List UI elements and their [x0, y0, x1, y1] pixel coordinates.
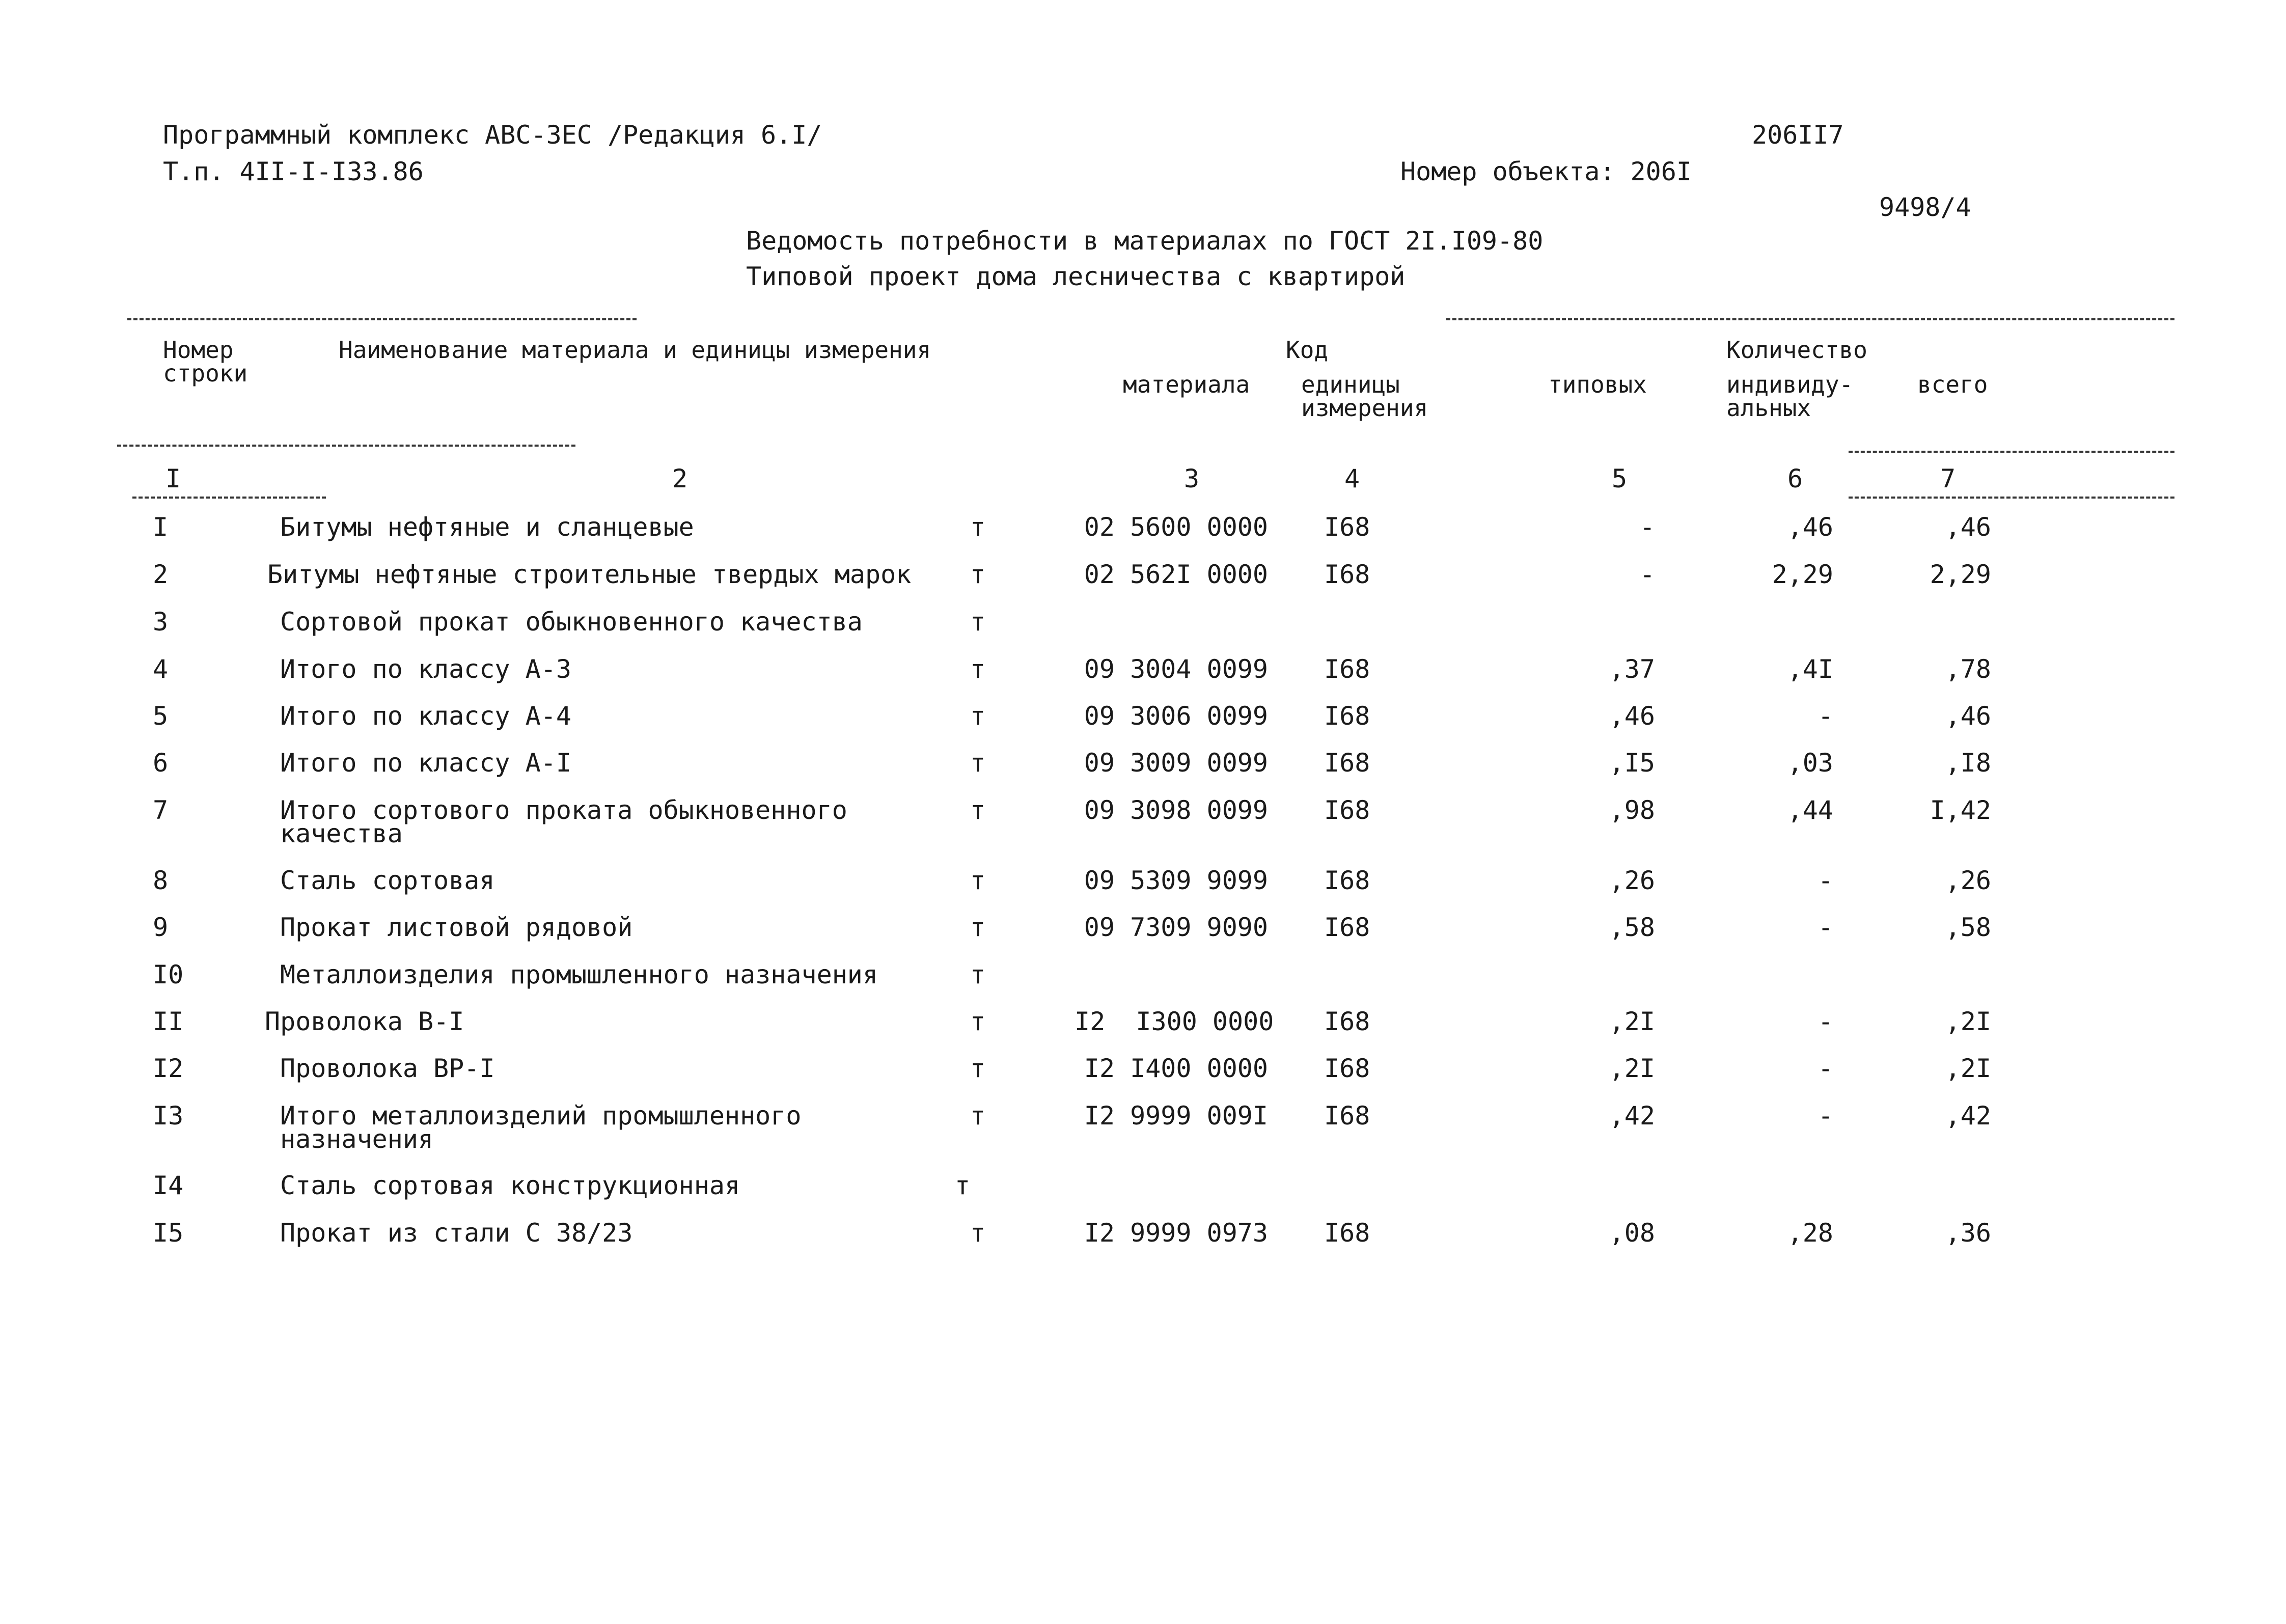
measure-unit: т [955, 1171, 971, 1200]
row-number: I2 [153, 1054, 184, 1083]
row-number: 7 [153, 795, 169, 825]
row-number: 9 [153, 913, 169, 942]
column-number-5: 5 [1612, 464, 1628, 493]
measure-unit: т [970, 748, 986, 778]
material-code: I2 I400 0000 [1084, 1054, 1268, 1083]
unit-code: I68 [1324, 866, 1370, 895]
row-number: I0 [153, 960, 184, 989]
measure-unit: т [970, 1218, 986, 1248]
individual-quantity: ,46 [1787, 512, 1833, 542]
individual-quantity: - [1817, 866, 1833, 895]
unit-code: I68 [1324, 1218, 1370, 1248]
row-number: II [153, 1007, 184, 1036]
column-number-7: 7 [1940, 464, 1956, 493]
material-name: Итого металлоизделий промышленного [280, 1101, 802, 1131]
material-name: Итого по классу А-I [280, 748, 571, 778]
row-number: 8 [153, 866, 169, 895]
total-quantity: ,46 [1945, 701, 1991, 731]
material-code: 09 7309 9090 [1084, 913, 1268, 942]
total-quantity: ,78 [1945, 654, 1991, 684]
measure-unit: т [970, 795, 986, 825]
column-number-3: 3 [1184, 464, 1200, 493]
material-name: Сталь сортовая конструкционная [280, 1171, 740, 1200]
object-number: Номер объекта: 206I [1400, 157, 1692, 186]
code-group-header: Код [1286, 336, 1329, 364]
measure-unit: т [970, 913, 986, 942]
material-name: Итого сортового проката обыкновенного [280, 795, 847, 825]
column-number-4: 4 [1344, 464, 1360, 493]
typical-quantity: ,37 [1609, 654, 1655, 684]
sheet-number: 9498/4 [1879, 192, 1971, 222]
column-number-1: I [166, 464, 181, 493]
measure-unit: т [970, 960, 986, 989]
row-number: 3 [153, 607, 169, 637]
material-name: Прокат из стали С 38/23 [280, 1218, 633, 1248]
individual-quantity: ,44 [1787, 795, 1833, 825]
total-quantity: ,46 [1945, 512, 1991, 542]
typical-header: типовых [1548, 371, 1647, 398]
material-name: Итого по классу А-3 [280, 654, 571, 684]
column-number-2: 2 [672, 464, 688, 493]
typical-quantity: ,26 [1609, 866, 1655, 895]
material-name: Битумы нефтяные строительные твердых марок [267, 560, 912, 589]
typical-quantity: ,2I [1609, 1007, 1655, 1036]
total-quantity: ,42 [1945, 1101, 1991, 1131]
row-number: 6 [153, 748, 169, 778]
program-name: Программный комплекс АВС-3ЕС /Редакция 6.I/ [163, 120, 822, 150]
row-number: I5 [153, 1218, 184, 1248]
row-number-header: Номер строки [163, 336, 248, 387]
individual-quantity: 2,29 [1772, 560, 1833, 589]
individual-quantity: - [1817, 1007, 1833, 1036]
unit-code: I68 [1324, 748, 1370, 778]
individual-quantity: - [1817, 701, 1833, 731]
individual-quantity: ,03 [1787, 748, 1833, 778]
total-quantity: ,I8 [1945, 748, 1991, 778]
total-quantity: 2,29 [1930, 560, 1991, 589]
typical-quantity: ,46 [1609, 701, 1655, 731]
individual-quantity: ,28 [1787, 1218, 1833, 1248]
header-bottom-rule-right [1849, 451, 2174, 453]
unit-code: I68 [1324, 795, 1370, 825]
measure-unit: т [970, 1054, 986, 1083]
individual-quantity: ,4I [1787, 654, 1833, 684]
material-name: Металлоизделия промышленного назначения [280, 960, 878, 989]
unit-code: I68 [1324, 913, 1370, 942]
quantity-group-header: Количество [1726, 336, 1867, 364]
row-number: 2 [153, 560, 169, 589]
typical-quantity: ,I5 [1609, 748, 1655, 778]
material-code: 02 5600 0000 [1084, 512, 1268, 542]
material-code: 09 3098 0099 [1084, 795, 1268, 825]
material-name: Битумы нефтяные и сланцевые [280, 512, 694, 542]
typical-quantity: ,08 [1609, 1218, 1655, 1248]
typical-quantity: - [1639, 512, 1655, 542]
unit-code-header: единицы измерения [1301, 371, 1428, 422]
total-header: всего [1917, 371, 1988, 398]
measure-unit: т [970, 866, 986, 895]
document-subtitle: Типовой проект дома лесничества с квартирой [746, 262, 1406, 291]
material-code: 09 3006 0099 [1084, 701, 1268, 731]
individual-quantity: - [1817, 913, 1833, 942]
material-name: Итого по классу А-4 [280, 701, 571, 731]
typical-quantity: ,2I [1609, 1054, 1655, 1083]
measure-unit: т [970, 701, 986, 731]
total-quantity: ,26 [1945, 866, 1991, 895]
material-code-header: материала [1123, 371, 1250, 398]
document-code: 206II7 [1752, 120, 1844, 150]
material-code: 02 562I 0000 [1084, 560, 1268, 589]
typical-quantity: ,42 [1609, 1101, 1655, 1131]
material-code: I2 9999 0973 [1084, 1218, 1268, 1248]
individual-quantity: - [1817, 1054, 1833, 1083]
row-number: I4 [153, 1171, 184, 1200]
header-top-rule [127, 318, 637, 320]
unit-code: I68 [1324, 1101, 1370, 1131]
material-name: Проволока В-I [265, 1007, 464, 1036]
typical-quantity: - [1639, 560, 1655, 589]
column-numbers-rule-right [1849, 497, 2174, 499]
total-quantity: I,42 [1930, 795, 1991, 825]
project-number: Т.п. 4II-I-I33.86 [163, 157, 424, 186]
measure-unit: т [970, 1101, 986, 1131]
material-code: I2 9999 009I [1084, 1101, 1268, 1131]
unit-code: I68 [1324, 1054, 1370, 1083]
document-title: Ведомость потребности в материалах по ГОСТ 2I.I09-80 [746, 226, 1544, 256]
row-number: 5 [153, 701, 169, 731]
unit-code: I68 [1324, 512, 1370, 542]
total-quantity: ,2I [1945, 1054, 1991, 1083]
total-quantity: ,36 [1945, 1218, 1991, 1248]
typical-quantity: ,58 [1609, 913, 1655, 942]
measure-unit: т [970, 1007, 986, 1036]
material-code: 09 3004 0099 [1084, 654, 1268, 684]
individual-header: индивиду- альных [1726, 371, 1854, 422]
total-quantity: ,2I [1945, 1007, 1991, 1036]
name-column-header: Наименование материала и единицы измерения [339, 336, 931, 364]
typical-quantity: ,98 [1609, 795, 1655, 825]
material-name: Проволока ВР-I [280, 1054, 495, 1083]
unit-code: I68 [1324, 560, 1370, 589]
header-top-rule-right [1446, 318, 2174, 320]
measure-unit: т [970, 512, 986, 542]
measure-unit: т [970, 607, 986, 637]
row-number: I [153, 512, 169, 542]
material-code: 09 3009 0099 [1084, 748, 1268, 778]
measure-unit: т [970, 560, 986, 589]
row-number: I3 [153, 1101, 184, 1131]
material-name: назначения [280, 1124, 434, 1154]
total-quantity: ,58 [1945, 913, 1991, 942]
column-numbers-rule [132, 497, 326, 499]
material-code: I2 I300 0000 [1075, 1007, 1274, 1036]
unit-code: I68 [1324, 1007, 1370, 1036]
row-number: 4 [153, 654, 169, 684]
material-name: Сортовой прокат обыкновенного качества [280, 607, 863, 637]
material-name: Сталь сортовая [280, 866, 495, 895]
measure-unit: т [970, 654, 986, 684]
material-name: Прокат листовой рядовой [280, 913, 633, 942]
unit-code: I68 [1324, 701, 1370, 731]
individual-quantity: - [1817, 1101, 1833, 1131]
unit-code: I68 [1324, 654, 1370, 684]
material-name: качества [280, 819, 403, 848]
header-bottom-rule [117, 445, 575, 447]
column-number-6: 6 [1787, 464, 1803, 493]
material-code: 09 5309 9099 [1084, 866, 1268, 895]
